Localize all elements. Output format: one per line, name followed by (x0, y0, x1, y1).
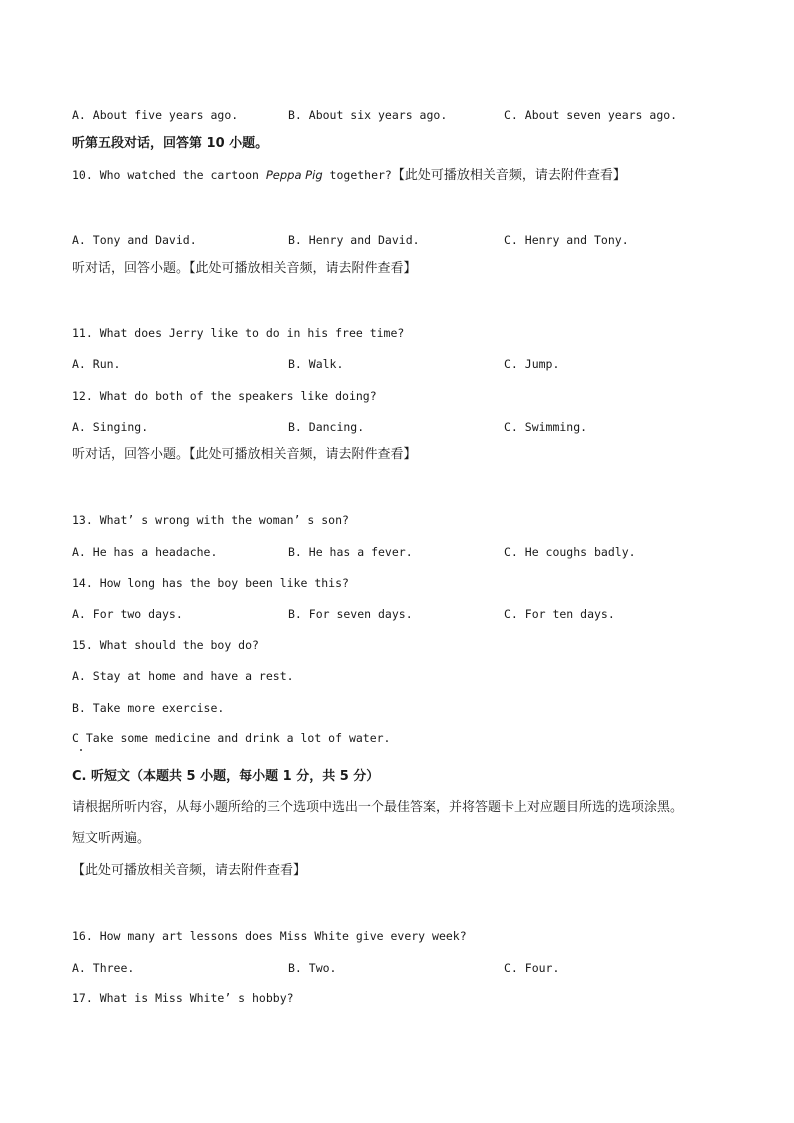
q14-option-b: B. For seven days. (288, 607, 413, 621)
q16-option-a: A. Three. (72, 961, 135, 975)
q15-option-c: C Take some medicine and drink a lot of water. (72, 731, 391, 745)
q10-prefix: 10. Who watched the cartoon (72, 168, 266, 182)
q9-option-c: C. About seven years ago. (504, 108, 678, 122)
q13-option-a: A. He has a headache. (72, 545, 218, 559)
q12-question: 12. What do both of the speakers like doing? (72, 389, 377, 403)
q10-option-a: A. Tony and David. (72, 233, 197, 247)
q15-option-b: B. Take more exercise. (72, 701, 225, 715)
q9-option-a: A. About five years ago. (72, 108, 239, 122)
q14-option-a: A. For two days. (72, 607, 183, 621)
q14-question: 14. How long has the boy been like this? (72, 576, 349, 590)
q10-suffix: together? (322, 168, 392, 182)
q11-question: 11. What does Jerry like to do in his free time? (72, 326, 405, 340)
q15-option-a: A. Stay at home and have a rest. (72, 669, 294, 683)
q14-option-c: C. For ten days. (504, 607, 615, 621)
q13-question: 13. What’ s wrong with the woman’ s son? (72, 513, 349, 527)
q16-option-b: B. Two. (288, 961, 337, 975)
q10-cartoon-title: Peppa Pig (265, 168, 323, 182)
section5-heading: 听第五段对话，回答第 10 小题。 (72, 136, 269, 151)
q17-question: 17. What is Miss White’ s hobby? (72, 991, 294, 1005)
section-c-instruction: 请根据所听内容，从每小题所给的三个选项中选出一个最佳答案，并将答题卡上对应题目所选的选项涂黑。 (72, 800, 684, 815)
q13-option-b: B. He has a fever. (288, 545, 413, 559)
section-c-heading: C. 听短文（本题共 5 小题，每小题 1 分，共 5 分） (72, 769, 380, 784)
q16-question: 16. How many art lessons does Miss White give every week? (72, 929, 467, 943)
q10-option-c: C. Henry and Tony. (504, 233, 629, 247)
q13-option-c: C. He coughs badly. (504, 545, 636, 559)
dialog-prompt-2: 听对话，回答小题。【此处可播放相关音频，请去附件查看】 (72, 447, 417, 462)
q10-option-b: B. Henry and David. (288, 233, 420, 247)
section-c-audio-note: 【此处可播放相关音频，请去附件查看】 (72, 863, 307, 878)
q11-option-a: A. Run. (72, 357, 121, 371)
q10-question (72, 167, 626, 184)
section-c-repeat-note: 短文听两遍。 (72, 831, 151, 846)
q10-audio-note: 【此处可播放相关音频，请去附件查看】 (391, 168, 626, 183)
q16-option-c: C. Four. (504, 961, 560, 975)
dialog-prompt-1: 听对话，回答小题。【此处可播放相关音频，请去附件查看】 (72, 261, 417, 276)
q9-option-b: B. About six years ago. (288, 108, 448, 122)
q11-option-b: B. Walk. (288, 357, 344, 371)
stray-dot (80, 749, 82, 751)
q12-option-c: C. Swimming. (504, 420, 588, 434)
q11-option-c: C. Jump. (504, 357, 560, 371)
q12-option-b: B. Dancing. (288, 420, 365, 434)
q12-option-a: A. Singing. (72, 420, 149, 434)
q15-question: 15. What should the boy do? (72, 638, 259, 652)
